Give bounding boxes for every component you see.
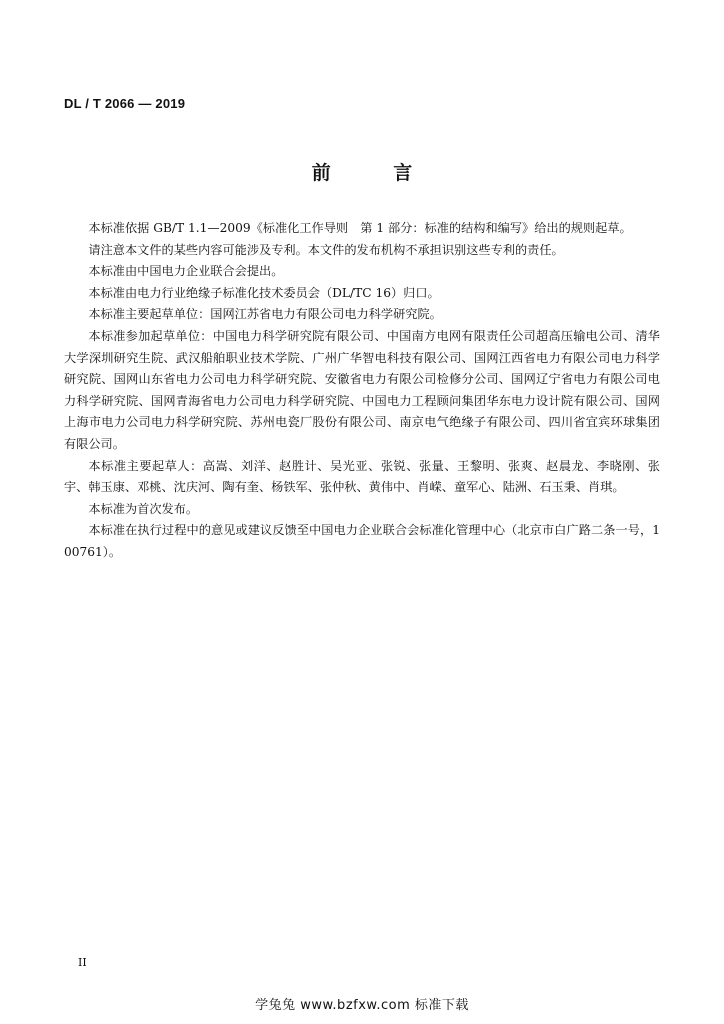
paragraph-technical-committee: 本标准由电力行业绝缘子标准化技术委员会（DL/TC 16）归口。 — [88, 285, 440, 300]
page-number: II — [78, 956, 87, 969]
paragraph-drafting-rules: 本标准依据 GB/T 1.1—2009《标准化工作导则 第 1 部分：标准的结构和编写》给出的规则起草。 — [88, 221, 632, 235]
paragraph-first-release: 本标准为首次发布。 — [88, 501, 199, 516]
paragraph-patent-notice: 请注意本文件的某些内容可能涉及专利。本文件的发布机构不承担识别这些专利的责任。 — [88, 242, 564, 257]
paragraph-main-drafters: 本标准主要起草人：高嵩、刘洋、赵胜计、吴光亚、张锐、张量、王黎明、张爽、赵晨龙、李晓刚、张宇、韩玉康、邓桃、沈庆河、陶有奎、杨铁军、张仲秋、黄伟中、肖嵘、童军心、陆洲、石玉秉、肖琪。 — [64, 458, 660, 495]
paragraph-participating-units: 本标准参加起草单位：中国电力科学研究院有限公司、中国南方电网有限责任公司超高压输电公司、清华大学深圳研究生院、武汉船舶职业技术学院、广州广华智电科技有限公司、国网江西省电力有限公司电力科学研究院、国网山东省电力公司电力科学研究院、安徽省电力有限公司检修分公司、国网辽宁省电力有限公司电力科学研究院、国网青海省电力公司电力科学研究院、中国电力工程顾问集团华东电力设计院有限公司、国网上海市电力公司电力科学研究院、苏州电瓷厂股份有限公司、南京电气绝缘子有限公司、四川省宜宾环球集团有限公司。 — [64, 328, 660, 451]
foreword-body — [64, 218, 660, 564]
site-watermark: 学兔兔 www.bzfxw.com 标准下载 — [255, 998, 469, 1013]
paragraph-feedback: 本标准在执行过程中的意见或建议反馈至中国电力企业联合会标准化管理中心（北京市白广路二条一号，100761）。 — [64, 523, 660, 559]
page-title: 前 言 — [311, 162, 441, 184]
paragraph-main-drafter-unit: 本标准主要起草单位：国网江苏省电力有限公司电力科学研究院。 — [88, 307, 442, 322]
standard-code: DL / T 2066 — 2019 — [64, 96, 186, 111]
paragraph-proposer: 本标准由中国电力企业联合会提出。 — [88, 264, 284, 279]
